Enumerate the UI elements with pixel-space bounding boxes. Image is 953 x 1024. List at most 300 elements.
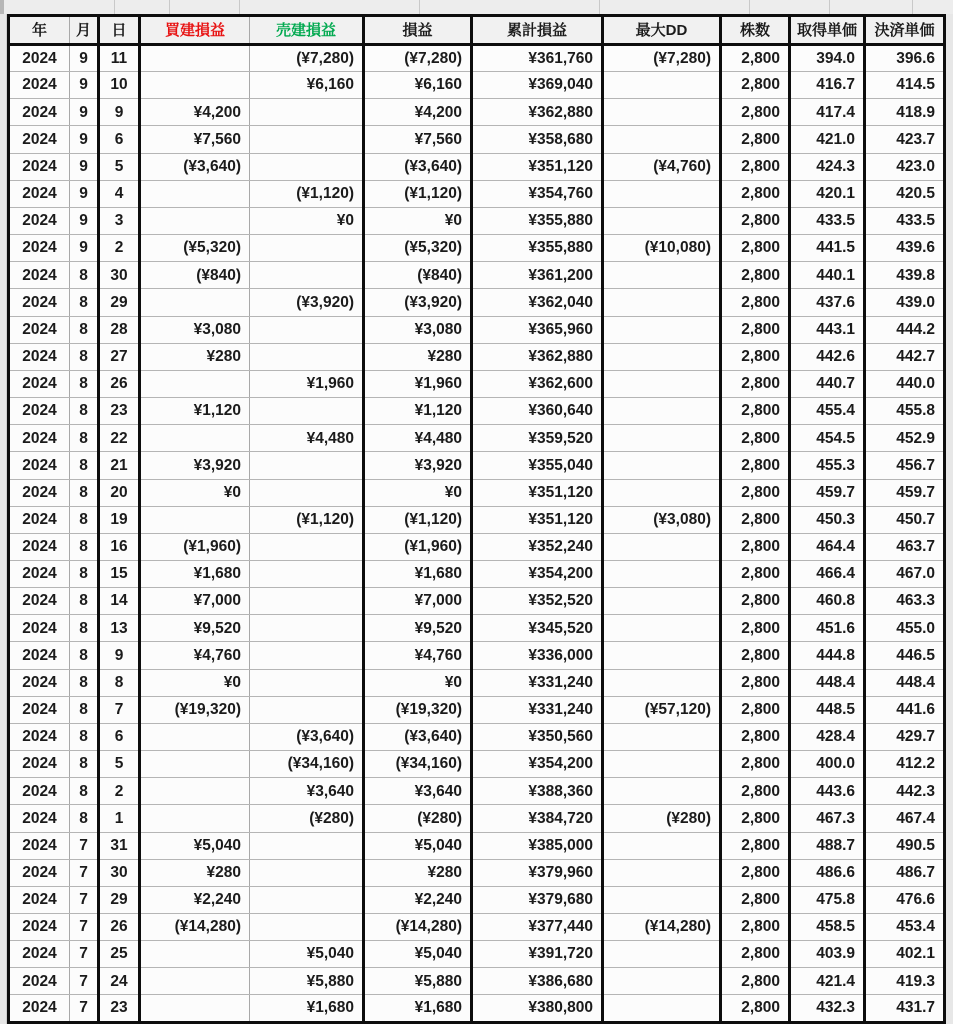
cell-month[interactable]: 8	[70, 316, 99, 343]
cell-shares[interactable]: 2,800	[721, 778, 790, 805]
cell-month[interactable]: 7	[70, 832, 99, 859]
cell-month[interactable]: 8	[70, 425, 99, 452]
cell-acquisition-price[interactable]: 403.9	[790, 941, 865, 968]
cell-shares[interactable]: 2,800	[721, 832, 790, 859]
cell-year[interactable]: 2024	[9, 805, 70, 832]
cell-acquisition-price[interactable]: 451.6	[790, 615, 865, 642]
cell-sell-pl[interactable]: ¥1,960	[250, 370, 364, 397]
cell-settlement-price[interactable]: 455.0	[865, 615, 945, 642]
cell-day[interactable]: 4	[99, 180, 140, 207]
cell-year[interactable]: 2024	[9, 425, 70, 452]
cell-max-dd[interactable]: (¥280)	[603, 805, 721, 832]
cell-cumulative-pl[interactable]: ¥379,680	[472, 886, 603, 913]
cell-sell-pl[interactable]: ¥5,880	[250, 968, 364, 995]
cell-year[interactable]: 2024	[9, 207, 70, 234]
cell-pl[interactable]: ¥0	[364, 207, 472, 234]
cell-sell-pl[interactable]	[250, 696, 364, 723]
cell-buy-pl[interactable]: (¥840)	[140, 262, 250, 289]
cell-pl[interactable]: (¥5,320)	[364, 235, 472, 262]
cell-shares[interactable]: 2,800	[721, 506, 790, 533]
cell-settlement-price[interactable]: 419.3	[865, 968, 945, 995]
cell-month[interactable]: 8	[70, 751, 99, 778]
cell-sell-pl[interactable]	[250, 126, 364, 153]
cell-day[interactable]: 10	[99, 72, 140, 99]
cell-acquisition-price[interactable]: 442.6	[790, 343, 865, 370]
cell-shares[interactable]: 2,800	[721, 859, 790, 886]
cell-buy-pl[interactable]: (¥19,320)	[140, 696, 250, 723]
cell-pl[interactable]: (¥1,120)	[364, 506, 472, 533]
cell-year[interactable]: 2024	[9, 886, 70, 913]
cell-year[interactable]: 2024	[9, 126, 70, 153]
cell-buy-pl[interactable]	[140, 506, 250, 533]
cell-max-dd[interactable]	[603, 723, 721, 750]
cell-acquisition-price[interactable]: 448.4	[790, 669, 865, 696]
header-day[interactable]: 日	[99, 16, 140, 45]
cell-acquisition-price[interactable]: 486.6	[790, 859, 865, 886]
cell-year[interactable]: 2024	[9, 533, 70, 560]
cell-month[interactable]: 8	[70, 398, 99, 425]
cell-max-dd[interactable]: (¥57,120)	[603, 696, 721, 723]
cell-buy-pl[interactable]: ¥7,560	[140, 126, 250, 153]
cell-max-dd[interactable]	[603, 832, 721, 859]
cell-sell-pl[interactable]	[250, 452, 364, 479]
cell-day[interactable]: 6	[99, 126, 140, 153]
cell-year[interactable]: 2024	[9, 859, 70, 886]
cell-buy-pl[interactable]	[140, 968, 250, 995]
cell-sell-pl[interactable]	[250, 832, 364, 859]
cell-sell-pl[interactable]	[250, 533, 364, 560]
cell-shares[interactable]: 2,800	[721, 479, 790, 506]
cell-cumulative-pl[interactable]: ¥355,880	[472, 235, 603, 262]
cell-shares[interactable]: 2,800	[721, 941, 790, 968]
cell-acquisition-price[interactable]: 416.7	[790, 72, 865, 99]
cell-shares[interactable]: 2,800	[721, 45, 790, 72]
cell-shares[interactable]: 2,800	[721, 72, 790, 99]
cell-sell-pl[interactable]: (¥1,120)	[250, 506, 364, 533]
cell-cumulative-pl[interactable]: ¥388,360	[472, 778, 603, 805]
cell-buy-pl[interactable]	[140, 751, 250, 778]
cell-cumulative-pl[interactable]: ¥354,760	[472, 180, 603, 207]
cell-buy-pl[interactable]: ¥7,000	[140, 588, 250, 615]
cell-acquisition-price[interactable]: 441.5	[790, 235, 865, 262]
cell-buy-pl[interactable]	[140, 425, 250, 452]
cell-acquisition-price[interactable]: 450.3	[790, 506, 865, 533]
cell-settlement-price[interactable]: 452.9	[865, 425, 945, 452]
cell-acquisition-price[interactable]: 424.3	[790, 153, 865, 180]
cell-max-dd[interactable]	[603, 99, 721, 126]
cell-sell-pl[interactable]	[250, 316, 364, 343]
cell-year[interactable]: 2024	[9, 99, 70, 126]
cell-year[interactable]: 2024	[9, 696, 70, 723]
cell-pl[interactable]: ¥4,760	[364, 642, 472, 669]
cell-day[interactable]: 23	[99, 398, 140, 425]
cell-shares[interactable]: 2,800	[721, 968, 790, 995]
cell-pl[interactable]: ¥5,040	[364, 941, 472, 968]
cell-sell-pl[interactable]	[250, 262, 364, 289]
cell-shares[interactable]: 2,800	[721, 696, 790, 723]
cell-day[interactable]: 8	[99, 669, 140, 696]
cell-year[interactable]: 2024	[9, 642, 70, 669]
cell-shares[interactable]: 2,800	[721, 642, 790, 669]
cell-settlement-price[interactable]: 448.4	[865, 669, 945, 696]
cell-max-dd[interactable]	[603, 642, 721, 669]
cell-sell-pl[interactable]: ¥6,160	[250, 72, 364, 99]
cell-month[interactable]: 8	[70, 506, 99, 533]
cell-buy-pl[interactable]	[140, 941, 250, 968]
cell-acquisition-price[interactable]: 421.4	[790, 968, 865, 995]
cell-shares[interactable]: 2,800	[721, 398, 790, 425]
header-buy-pl[interactable]: 買建損益	[140, 16, 250, 45]
header-cumulative-pl[interactable]: 累計損益	[472, 16, 603, 45]
cell-pl[interactable]: (¥19,320)	[364, 696, 472, 723]
cell-shares[interactable]: 2,800	[721, 452, 790, 479]
cell-settlement-price[interactable]: 442.3	[865, 778, 945, 805]
cell-year[interactable]: 2024	[9, 941, 70, 968]
cell-month[interactable]: 8	[70, 560, 99, 587]
cell-cumulative-pl[interactable]: ¥379,960	[472, 859, 603, 886]
cell-shares[interactable]: 2,800	[721, 316, 790, 343]
cell-settlement-price[interactable]: 486.7	[865, 859, 945, 886]
cell-year[interactable]: 2024	[9, 751, 70, 778]
cell-day[interactable]: 14	[99, 588, 140, 615]
cell-acquisition-price[interactable]: 437.6	[790, 289, 865, 316]
cell-max-dd[interactable]	[603, 316, 721, 343]
cell-sell-pl[interactable]: ¥1,680	[250, 995, 364, 1022]
cell-acquisition-price[interactable]: 448.5	[790, 696, 865, 723]
cell-year[interactable]: 2024	[9, 316, 70, 343]
cell-day[interactable]: 20	[99, 479, 140, 506]
cell-sell-pl[interactable]	[250, 642, 364, 669]
cell-month[interactable]: 8	[70, 805, 99, 832]
cell-cumulative-pl[interactable]: ¥361,200	[472, 262, 603, 289]
cell-day[interactable]: 6	[99, 723, 140, 750]
cell-max-dd[interactable]	[603, 425, 721, 452]
cell-day[interactable]: 22	[99, 425, 140, 452]
cell-max-dd[interactable]	[603, 370, 721, 397]
cell-max-dd[interactable]	[603, 72, 721, 99]
cell-buy-pl[interactable]: ¥1,120	[140, 398, 250, 425]
cell-cumulative-pl[interactable]: ¥358,680	[472, 126, 603, 153]
cell-pl[interactable]: (¥14,280)	[364, 914, 472, 941]
cell-month[interactable]: 8	[70, 479, 99, 506]
cell-shares[interactable]: 2,800	[721, 370, 790, 397]
cell-sell-pl[interactable]: (¥34,160)	[250, 751, 364, 778]
cell-sell-pl[interactable]	[250, 479, 364, 506]
cell-pl[interactable]: ¥4,480	[364, 425, 472, 452]
cell-cumulative-pl[interactable]: ¥336,000	[472, 642, 603, 669]
cell-acquisition-price[interactable]: 459.7	[790, 479, 865, 506]
cell-max-dd[interactable]	[603, 180, 721, 207]
cell-shares[interactable]: 2,800	[721, 343, 790, 370]
cell-settlement-price[interactable]: 490.5	[865, 832, 945, 859]
cell-settlement-price[interactable]: 439.8	[865, 262, 945, 289]
cell-day[interactable]: 2	[99, 235, 140, 262]
cell-day[interactable]: 3	[99, 207, 140, 234]
cell-pl[interactable]: ¥5,880	[364, 968, 472, 995]
cell-buy-pl[interactable]	[140, 207, 250, 234]
cell-year[interactable]: 2024	[9, 778, 70, 805]
cell-settlement-price[interactable]: 418.9	[865, 99, 945, 126]
cell-pl[interactable]: ¥7,000	[364, 588, 472, 615]
cell-year[interactable]: 2024	[9, 45, 70, 72]
cell-month[interactable]: 9	[70, 126, 99, 153]
cell-cumulative-pl[interactable]: ¥369,040	[472, 72, 603, 99]
cell-day[interactable]: 29	[99, 289, 140, 316]
header-year[interactable]: 年	[9, 16, 70, 45]
cell-sell-pl[interactable]	[250, 859, 364, 886]
cell-max-dd[interactable]	[603, 533, 721, 560]
cell-pl[interactable]: ¥6,160	[364, 72, 472, 99]
cell-buy-pl[interactable]: (¥1,960)	[140, 533, 250, 560]
cell-day[interactable]: 2	[99, 778, 140, 805]
cell-settlement-price[interactable]: 455.8	[865, 398, 945, 425]
cell-cumulative-pl[interactable]: ¥386,680	[472, 968, 603, 995]
cell-max-dd[interactable]: (¥14,280)	[603, 914, 721, 941]
cell-shares[interactable]: 2,800	[721, 533, 790, 560]
header-sell-pl[interactable]: 売建損益	[250, 16, 364, 45]
cell-pl[interactable]: (¥7,280)	[364, 45, 472, 72]
cell-max-dd[interactable]	[603, 588, 721, 615]
cell-sell-pl[interactable]: (¥3,640)	[250, 723, 364, 750]
cell-buy-pl[interactable]	[140, 778, 250, 805]
cell-pl[interactable]: ¥1,120	[364, 398, 472, 425]
cell-sell-pl[interactable]	[250, 343, 364, 370]
cell-year[interactable]: 2024	[9, 72, 70, 99]
cell-acquisition-price[interactable]: 394.0	[790, 45, 865, 72]
cell-buy-pl[interactable]: (¥3,640)	[140, 153, 250, 180]
cell-cumulative-pl[interactable]: ¥380,800	[472, 995, 603, 1022]
cell-cumulative-pl[interactable]: ¥362,040	[472, 289, 603, 316]
cell-month[interactable]: 8	[70, 343, 99, 370]
cell-buy-pl[interactable]: ¥3,920	[140, 452, 250, 479]
cell-shares[interactable]: 2,800	[721, 723, 790, 750]
cell-settlement-price[interactable]: 442.7	[865, 343, 945, 370]
cell-buy-pl[interactable]: (¥5,320)	[140, 235, 250, 262]
cell-settlement-price[interactable]: 467.0	[865, 560, 945, 587]
cell-max-dd[interactable]	[603, 207, 721, 234]
cell-buy-pl[interactable]: ¥0	[140, 669, 250, 696]
cell-buy-pl[interactable]: ¥0	[140, 479, 250, 506]
cell-year[interactable]: 2024	[9, 180, 70, 207]
cell-pl[interactable]: ¥4,200	[364, 99, 472, 126]
cell-settlement-price[interactable]: 414.5	[865, 72, 945, 99]
cell-max-dd[interactable]	[603, 560, 721, 587]
cell-buy-pl[interactable]: ¥4,200	[140, 99, 250, 126]
cell-month[interactable]: 7	[70, 886, 99, 913]
cell-day[interactable]: 21	[99, 452, 140, 479]
cell-year[interactable]: 2024	[9, 914, 70, 941]
cell-pl[interactable]: ¥0	[364, 669, 472, 696]
cell-acquisition-price[interactable]: 454.5	[790, 425, 865, 452]
cell-acquisition-price[interactable]: 464.4	[790, 533, 865, 560]
cell-sell-pl[interactable]: (¥280)	[250, 805, 364, 832]
cell-month[interactable]: 9	[70, 180, 99, 207]
cell-acquisition-price[interactable]: 458.5	[790, 914, 865, 941]
cell-cumulative-pl[interactable]: ¥361,760	[472, 45, 603, 72]
cell-pl[interactable]: ¥280	[364, 343, 472, 370]
cell-shares[interactable]: 2,800	[721, 153, 790, 180]
cell-max-dd[interactable]	[603, 751, 721, 778]
cell-acquisition-price[interactable]: 444.8	[790, 642, 865, 669]
cell-acquisition-price[interactable]: 432.3	[790, 995, 865, 1022]
cell-cumulative-pl[interactable]: ¥350,560	[472, 723, 603, 750]
cell-pl[interactable]: ¥280	[364, 859, 472, 886]
cell-max-dd[interactable]	[603, 479, 721, 506]
cell-sell-pl[interactable]: ¥4,480	[250, 425, 364, 452]
cell-settlement-price[interactable]: 459.7	[865, 479, 945, 506]
cell-day[interactable]: 29	[99, 886, 140, 913]
cell-shares[interactable]: 2,800	[721, 126, 790, 153]
cell-day[interactable]: 19	[99, 506, 140, 533]
cell-sell-pl[interactable]	[250, 615, 364, 642]
cell-settlement-price[interactable]: 463.3	[865, 588, 945, 615]
cell-cumulative-pl[interactable]: ¥362,880	[472, 99, 603, 126]
cell-settlement-price[interactable]: 446.5	[865, 642, 945, 669]
cell-max-dd[interactable]	[603, 126, 721, 153]
cell-month[interactable]: 8	[70, 588, 99, 615]
cell-day[interactable]: 30	[99, 859, 140, 886]
cell-buy-pl[interactable]: ¥9,520	[140, 615, 250, 642]
cell-pl[interactable]: ¥1,680	[364, 560, 472, 587]
cell-settlement-price[interactable]: 463.7	[865, 533, 945, 560]
cell-month[interactable]: 8	[70, 533, 99, 560]
cell-cumulative-pl[interactable]: ¥365,960	[472, 316, 603, 343]
cell-shares[interactable]: 2,800	[721, 588, 790, 615]
cell-pl[interactable]: (¥34,160)	[364, 751, 472, 778]
header-month[interactable]: 月	[70, 16, 99, 45]
cell-sell-pl[interactable]	[250, 914, 364, 941]
cell-acquisition-price[interactable]: 466.4	[790, 560, 865, 587]
cell-shares[interactable]: 2,800	[721, 914, 790, 941]
cell-cumulative-pl[interactable]: ¥354,200	[472, 560, 603, 587]
cell-shares[interactable]: 2,800	[721, 751, 790, 778]
cell-pl[interactable]: (¥1,120)	[364, 180, 472, 207]
cell-sell-pl[interactable]	[250, 99, 364, 126]
cell-settlement-price[interactable]: 439.6	[865, 235, 945, 262]
cell-max-dd[interactable]	[603, 452, 721, 479]
cell-settlement-price[interactable]: 467.4	[865, 805, 945, 832]
cell-shares[interactable]: 2,800	[721, 560, 790, 587]
cell-month[interactable]: 9	[70, 207, 99, 234]
cell-cumulative-pl[interactable]: ¥331,240	[472, 696, 603, 723]
cell-year[interactable]: 2024	[9, 588, 70, 615]
cell-shares[interactable]: 2,800	[721, 805, 790, 832]
cell-max-dd[interactable]	[603, 859, 721, 886]
cell-acquisition-price[interactable]: 421.0	[790, 126, 865, 153]
cell-settlement-price[interactable]: 423.7	[865, 126, 945, 153]
cell-sell-pl[interactable]	[250, 153, 364, 180]
cell-shares[interactable]: 2,800	[721, 207, 790, 234]
cell-year[interactable]: 2024	[9, 153, 70, 180]
cell-max-dd[interactable]	[603, 778, 721, 805]
cell-month[interactable]: 9	[70, 72, 99, 99]
cell-acquisition-price[interactable]: 400.0	[790, 751, 865, 778]
cell-settlement-price[interactable]: 423.0	[865, 153, 945, 180]
cell-sell-pl[interactable]	[250, 398, 364, 425]
cell-acquisition-price[interactable]: 475.8	[790, 886, 865, 913]
cell-buy-pl[interactable]: ¥280	[140, 859, 250, 886]
cell-pl[interactable]: (¥3,640)	[364, 153, 472, 180]
cell-year[interactable]: 2024	[9, 370, 70, 397]
cell-cumulative-pl[interactable]: ¥355,040	[472, 452, 603, 479]
cell-month[interactable]: 9	[70, 99, 99, 126]
cell-cumulative-pl[interactable]: ¥351,120	[472, 479, 603, 506]
cell-settlement-price[interactable]: 402.1	[865, 941, 945, 968]
cell-buy-pl[interactable]	[140, 180, 250, 207]
cell-pl[interactable]: (¥840)	[364, 262, 472, 289]
cell-day[interactable]: 27	[99, 343, 140, 370]
cell-max-dd[interactable]	[603, 343, 721, 370]
cell-day[interactable]: 11	[99, 45, 140, 72]
cell-year[interactable]: 2024	[9, 262, 70, 289]
cell-acquisition-price[interactable]: 443.6	[790, 778, 865, 805]
cell-max-dd[interactable]	[603, 968, 721, 995]
cell-settlement-price[interactable]: 412.2	[865, 751, 945, 778]
cell-pl[interactable]: ¥2,240	[364, 886, 472, 913]
cell-cumulative-pl[interactable]: ¥362,880	[472, 343, 603, 370]
cell-settlement-price[interactable]: 476.6	[865, 886, 945, 913]
cell-year[interactable]: 2024	[9, 289, 70, 316]
cell-max-dd[interactable]	[603, 615, 721, 642]
cell-day[interactable]: 5	[99, 751, 140, 778]
cell-acquisition-price[interactable]: 455.4	[790, 398, 865, 425]
cell-pl[interactable]: ¥3,640	[364, 778, 472, 805]
cell-day[interactable]: 7	[99, 696, 140, 723]
cell-year[interactable]: 2024	[9, 723, 70, 750]
cell-day[interactable]: 16	[99, 533, 140, 560]
cell-day[interactable]: 24	[99, 968, 140, 995]
cell-cumulative-pl[interactable]: ¥377,440	[472, 914, 603, 941]
cell-year[interactable]: 2024	[9, 995, 70, 1022]
cell-sell-pl[interactable]: ¥0	[250, 207, 364, 234]
cell-year[interactable]: 2024	[9, 506, 70, 533]
cell-day[interactable]: 5	[99, 153, 140, 180]
cell-max-dd[interactable]	[603, 262, 721, 289]
cell-acquisition-price[interactable]: 417.4	[790, 99, 865, 126]
cell-shares[interactable]: 2,800	[721, 995, 790, 1022]
cell-max-dd[interactable]	[603, 995, 721, 1022]
cell-max-dd[interactable]	[603, 669, 721, 696]
cell-buy-pl[interactable]	[140, 995, 250, 1022]
header-settlement-price[interactable]: 決済単価	[865, 16, 945, 45]
cell-pl[interactable]: ¥5,040	[364, 832, 472, 859]
cell-year[interactable]: 2024	[9, 398, 70, 425]
cell-shares[interactable]: 2,800	[721, 425, 790, 452]
cell-shares[interactable]: 2,800	[721, 886, 790, 913]
cell-settlement-price[interactable]: 444.2	[865, 316, 945, 343]
cell-max-dd[interactable]: (¥10,080)	[603, 235, 721, 262]
cell-day[interactable]: 31	[99, 832, 140, 859]
cell-month[interactable]: 8	[70, 723, 99, 750]
cell-max-dd[interactable]	[603, 289, 721, 316]
cell-year[interactable]: 2024	[9, 968, 70, 995]
cell-acquisition-price[interactable]: 488.7	[790, 832, 865, 859]
cell-day[interactable]: 30	[99, 262, 140, 289]
cell-max-dd[interactable]	[603, 886, 721, 913]
cell-pl[interactable]: (¥3,920)	[364, 289, 472, 316]
cell-pl[interactable]: ¥1,680	[364, 995, 472, 1022]
cell-max-dd[interactable]: (¥7,280)	[603, 45, 721, 72]
cell-shares[interactable]: 2,800	[721, 262, 790, 289]
cell-month[interactable]: 8	[70, 778, 99, 805]
cell-month[interactable]: 9	[70, 235, 99, 262]
cell-settlement-price[interactable]: 429.7	[865, 723, 945, 750]
header-max-dd[interactable]: 最大DD	[603, 16, 721, 45]
cell-day[interactable]: 15	[99, 560, 140, 587]
cell-acquisition-price[interactable]: 440.1	[790, 262, 865, 289]
cell-month[interactable]: 8	[70, 370, 99, 397]
cell-month[interactable]: 8	[70, 615, 99, 642]
